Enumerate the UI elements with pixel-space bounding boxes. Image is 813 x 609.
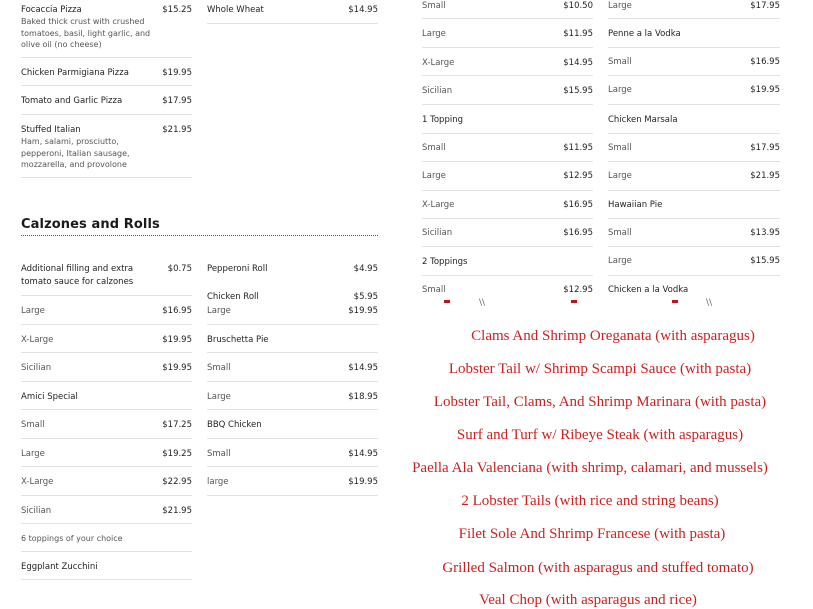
item-name: Bruschetta Pie (207, 335, 269, 345)
section-divider (21, 235, 378, 236)
item-name: Eggplant Zucchini (21, 562, 98, 572)
item-name: Additional filling and extra tomato sauce for calzones (21, 264, 134, 287)
item-price: $4.95 (353, 264, 378, 274)
item-price: $22.95 (162, 477, 192, 487)
item-name: Small (422, 143, 446, 153)
item-name: 2 Toppings (422, 257, 468, 267)
item-price: $12.95 (563, 285, 593, 295)
special-item: 2 Lobster Tails (with rice and string beans) (461, 493, 719, 509)
item-name: Focaccia Pizza (21, 5, 82, 15)
menu-item (608, 0, 780, 19)
menu-item (21, 524, 192, 552)
item-price: $0.75 (167, 264, 192, 274)
item-name: Stuffed Italian (21, 125, 81, 135)
item-name: Sicilian (21, 506, 52, 516)
item-price: $11.95 (563, 143, 593, 153)
menu-item (207, 353, 378, 382)
item-price: $21.95 (162, 125, 192, 135)
item-name: Small (608, 143, 632, 153)
item-name: Sicilian (422, 228, 453, 238)
special-item: Surf and Turf w/ Ribeye Steak (with asparagus) (456, 427, 744, 443)
item-price: $19.95 (162, 363, 192, 373)
menu-item (608, 276, 780, 298)
torn-edge-mark (444, 300, 450, 303)
item-name: Amici Special (21, 392, 78, 402)
item-price: $14.95 (348, 363, 378, 373)
menu-item (21, 552, 192, 580)
menu-item (207, 0, 378, 24)
item-name: Pepperoni Roll (207, 264, 268, 274)
item-price: $18.95 (348, 392, 378, 402)
item-name: Large (422, 171, 446, 181)
item-price: $10.50 (563, 1, 593, 11)
menu-item (422, 134, 593, 162)
menu-item (21, 382, 192, 410)
menu-item (21, 296, 192, 325)
item-price: $19.95 (348, 306, 378, 316)
menu-item (608, 19, 780, 48)
menu-item (21, 410, 192, 439)
menu-item (422, 247, 593, 276)
menu-item (422, 76, 593, 105)
item-price: $19.95 (348, 477, 378, 487)
item-name: Small (422, 1, 446, 11)
item-price: $19.95 (162, 68, 192, 78)
item-price: $5.95 (353, 292, 378, 302)
menu-item (608, 134, 780, 162)
item-name: Large (422, 29, 446, 39)
menu-item (207, 439, 378, 467)
item-price: $17.95 (750, 143, 780, 153)
menu-item (21, 353, 192, 382)
item-name: large (207, 477, 229, 487)
menu-item (21, 325, 192, 353)
item-price: $19.95 (750, 85, 780, 95)
item-price: $15.95 (563, 86, 593, 96)
item-price: $16.95 (750, 57, 780, 67)
item-name: Sicilian (21, 363, 52, 373)
menu-item (608, 76, 780, 105)
menu-item (608, 48, 780, 76)
item-price: $11.95 (563, 29, 593, 39)
menu-item (21, 467, 192, 496)
item-price: $14.95 (563, 58, 593, 68)
menu-item (608, 191, 780, 219)
item-price: $16.95 (162, 306, 192, 316)
item-price: $15.25 (162, 5, 192, 15)
item-price: $21.95 (162, 506, 192, 516)
item-name: X-Large (21, 335, 54, 345)
item-name: X-Large (21, 477, 54, 487)
item-name: Penne a la Vodka (608, 29, 681, 39)
torn-edge-mark: \\ (479, 298, 486, 308)
item-name: Chicken Marsala (608, 115, 678, 125)
special-item: Clams And Shrimp Oreganata (with asparagus) (471, 328, 755, 344)
item-name: Large (608, 256, 632, 266)
item-name: Large (21, 449, 45, 459)
item-price: $14.95 (348, 5, 378, 15)
item-price: $19.95 (162, 335, 192, 345)
item-price: $13.95 (750, 228, 780, 238)
section-heading: Calzones and Rolls (21, 217, 160, 232)
item-price: $17.95 (162, 96, 192, 106)
item-name: Small (207, 363, 231, 373)
item-name: Chicken a la Vodka (608, 285, 689, 295)
menu-item (21, 496, 192, 524)
menu-item (422, 276, 593, 298)
item-desc: Baked thick crust with crushed tomatoes, basil, light garlic, and olive oil (no cheese) (21, 17, 151, 49)
special-item: Grilled Salmon (with asparagus and stuffed tomato) (442, 560, 754, 576)
item-name: Tomato and Garlic Pizza (21, 96, 123, 106)
item-name: Large (207, 306, 231, 316)
item-name: 1 Topping (422, 115, 463, 125)
item-price: $19.25 (162, 449, 192, 459)
item-name: Small (608, 228, 632, 238)
item-desc: Ham, salami, prosciutto, pepperoni, Italian sausage, mozzarella, and provolone (21, 137, 130, 169)
menu-item (21, 439, 192, 467)
menu-item (207, 296, 378, 325)
menu-item (422, 19, 593, 48)
item-price: $15.95 (750, 256, 780, 266)
item-price: $16.95 (563, 228, 593, 238)
menu-item (422, 162, 593, 191)
special-item: Veal Chop (with asparagus and rice) (479, 592, 697, 608)
item-name: Chicken Parmigiana Pizza (21, 68, 129, 78)
menu-item (422, 219, 593, 247)
item-name: Small (608, 57, 632, 67)
item-name: Large (21, 306, 45, 316)
item-name: Hawaiian Pie (608, 200, 663, 210)
menu-item (422, 105, 593, 134)
menu-item (207, 325, 378, 353)
special-item: Lobster Tail, Clams, And Shrimp Marinara (with pasta) (433, 394, 767, 410)
menu-item (21, 0, 192, 58)
item-name: BBQ Chicken (207, 420, 262, 430)
menu-item (207, 288, 378, 302)
menu-item (207, 467, 378, 496)
menu-item (21, 58, 192, 86)
item-price: $16.95 (563, 200, 593, 210)
menu-item (608, 219, 780, 247)
item-name: Small (207, 449, 231, 459)
item-name: Large (608, 85, 632, 95)
menu-item (21, 258, 192, 296)
special-item: Filet Sole And Shrimp Francese (with pasta) (458, 526, 726, 542)
menu-item (207, 382, 378, 410)
special-item: Lobster Tail w/ Shrimp Scampi Sauce (with pasta) (448, 361, 752, 377)
item-name: Whole Wheat (207, 5, 264, 15)
menu-item (608, 105, 780, 134)
menu-item (608, 162, 780, 191)
menu-item (207, 410, 378, 439)
item-price: $12.95 (563, 171, 593, 181)
item-name: X-Large (422, 58, 455, 68)
item-name: Large (608, 171, 632, 181)
menu-item (21, 86, 192, 115)
item-price: $14.95 (348, 449, 378, 459)
item-name: Sicilian (422, 86, 453, 96)
special-item: Paella Ala Valenciana (with shrimp, calamari, and mussels) (412, 460, 768, 476)
menu-item (422, 191, 593, 219)
item-price: $21.95 (750, 171, 780, 181)
item-name: 6 toppings of your choice (21, 534, 123, 543)
torn-edge-mark (672, 300, 678, 303)
item-name: Chicken Roll (207, 292, 259, 302)
torn-edge-mark: \\ (706, 298, 713, 308)
menu-item (422, 48, 593, 76)
torn-edge-mark (571, 300, 577, 303)
menu-item (608, 247, 780, 276)
item-price: $17.25 (162, 420, 192, 430)
item-price: $17.95 (750, 1, 780, 11)
menu-item (21, 115, 192, 178)
item-name: Large (207, 392, 231, 402)
item-name: Small (21, 420, 45, 430)
item-name: X-Large (422, 200, 455, 210)
menu-item (422, 0, 593, 19)
item-name: Large (608, 1, 632, 11)
item-name: Small (422, 285, 446, 295)
